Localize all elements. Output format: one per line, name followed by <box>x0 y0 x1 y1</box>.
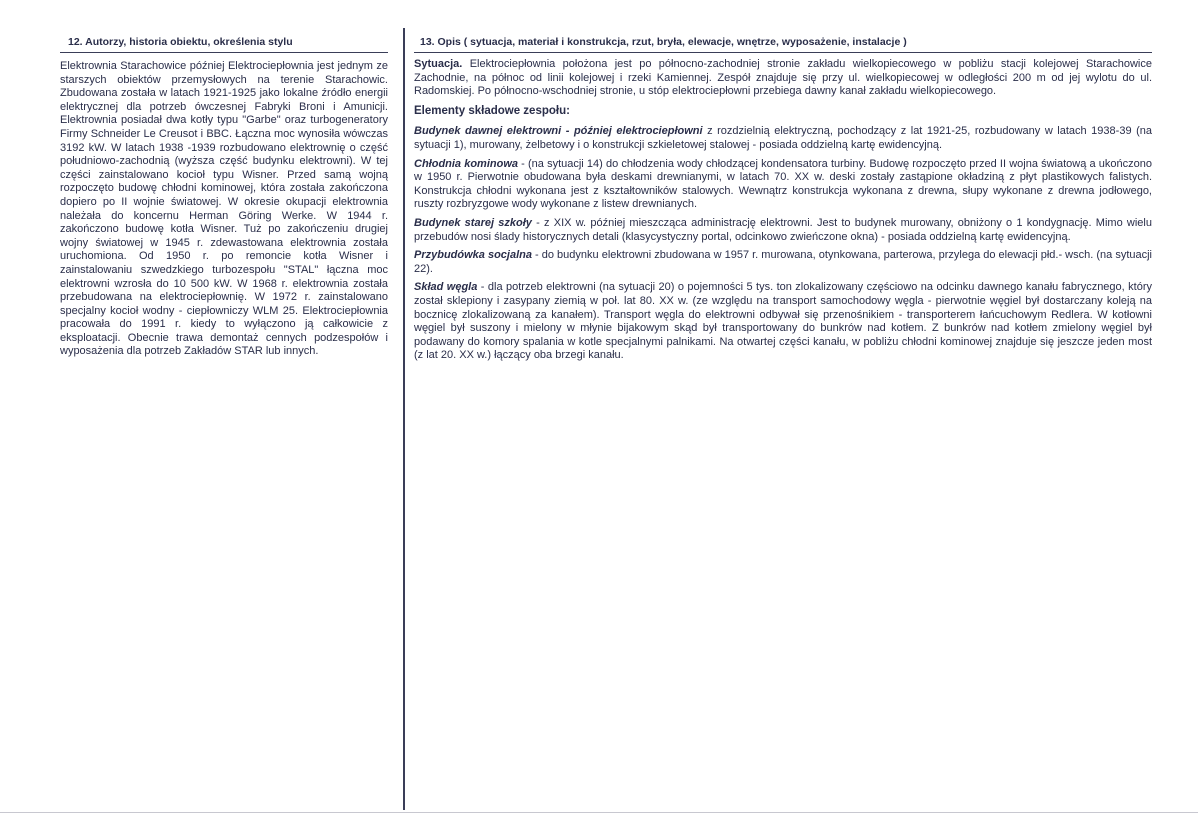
component-text: - z XIX w. później mieszcząca administrację elektrowni. Jest to budynek murowany, obniżony o 1 kondygnację. Mimo wielu przebudów nosi ślady historycznych detali (klasycystyczny portal, odcinkowo zwieńczone okna) - posiada oddzielną kartę ewidencyjną. <box>414 216 1152 243</box>
component-text: - (na sytuacji 14) do chłodzenia wody chłodzącej kondensatora turbiny. Budowę rozpoczęto przed II wojna światową a ukończono w 1950 r. Pierwotnie obudowana była deskami drewnianymi, w latach 70. XX w. deski zostały zastąpione okładziną z płyt plastikowych falistych. Konstrukcja chłodni wykonana jest z kształtowników stalowych. Wewnątrz konstrukcja wykonana z drewna, słupy wykonane z drewna jodłowego, ruszty rozbryzgowe wody wykonane z listew drewnianych. <box>414 157 1152 211</box>
component-item <box>414 217 1152 244</box>
section-12-text: Elektrownia Starachowice później Elektrociepłownia jest jednym ze starszych obiektów przemysłowych na terenie Starachowic. Zbudowana została w latach 1921-1925 jako lokalne źródło energii elektrycznej dla potrzeb ówczesnej Fabryki Broni i Amunicji. Elektrownia posiadał dwa kotły typu "Garbe" oraz turbogeneratory Firmy Schneider Le Creusot i BBC. Łączna moc wynosiła wówczas 3192 kW. W latach 1938 -1939 rozbudowano elektrownię o część południowo-zachodnią (wyższa część budynku elektrowni). W tej części zainstalowano kocioł typu Wisner. Przed samą wojną rozpoczęto budowę chłodni kominowej, która została zakończona dopiero po II wojnie światowej. W okresie okupacji elektrownia należała do koncernu Herman Göring Werke. W 1944 r. zakończono budowę kotła Wisner. Tuż po zakończeniu drugiej wojny światowej w 1945 r. zdewastowana elektrownia została uruchomiona. Od 1950 r. po remoncie kotła Wisner i zainstalowaniu szwedzkiego turbozespołu "STAL" łączna moc elektrowni wzrosła do 10 500 kW. W 1968 r. elektrownia została przebudowana na elektrociepłownię. W 1972 r. zainstalowano specjalny kocioł wodny - ciepłowniczy WLM 25. Elektrociepłownia pracowała do 1991 r. kiedy to wyłączono ją całkowicie z eksploatacji. Obecnie trawa demontaż cennych podzespołów i wyposażenia dla potrzeb Zakładów STAR lub innych. <box>60 60 388 358</box>
section-12-heading: 12. Autorzy, historia obiektu, określenia stylu <box>68 36 293 48</box>
bottom-edge-line <box>0 812 1198 813</box>
component-title: Przybudówka socjalna <box>414 249 532 262</box>
component-title: Budynek dawnej elektrowni - później elektrociepłowni <box>414 125 703 138</box>
section-12-rule <box>60 52 388 53</box>
section-13-heading: 13. Opis ( sytuacja, materiał i konstrukcja, rzut, bryła, elewacje, wnętrze, wyposażenie, instalacje ) <box>420 36 907 48</box>
component-text: - do budynku elektrowni zbudowana w 1957 r. murowana, otynkowana, parterowa, przylega do elewacji płd.- wsch. (na sytuacji 22). <box>414 249 1152 275</box>
component-title: Budynek starej szkoły <box>414 216 532 229</box>
component-item <box>414 158 1152 212</box>
component-item <box>414 281 1152 363</box>
component-text: z rozdzielnią elektryczną, pochodzący z lat 1921-25, rozbudowany w latach 1938-39 (na sytuacji 1), murowany, żelbetowy i o konstrukcji szkieletowej stalowej - posiada oddzielną kartę ewidencyjną. <box>414 125 1152 151</box>
component-item <box>414 249 1152 276</box>
column-divider <box>403 28 405 810</box>
situation-paragraph <box>414 58 1152 99</box>
section-13-body <box>414 58 1152 368</box>
components-subheading: Elementy składowe zespołu: <box>414 104 570 117</box>
component-title: Skład węgla <box>414 281 478 294</box>
situation-text: Elektrociepłownia położona jest po północno-zachodniej stronie zakładu wielkopiecowego w pobliżu stacji kolejowej Starachowice Zachodnie, na północ od linii kolejowej i rzeki Kamiennej. Zespół znajduje się przy ul. wielkopiecowej w odległości 200 m od jej wylotu do ul. Radomskiej. Po północno-wschodniej stronie, u stóp elektrociepłowni przebiega dawny kanał zakładu wielkopiecowego. <box>414 58 1152 98</box>
component-item <box>414 125 1152 152</box>
component-title: Chłodnia kominowa <box>414 157 519 170</box>
component-text: - dla potrzeb elektrowni (na sytuacji 20) o pojemności 5 tys. ton zlokalizowany częściowo na odcinku dawnego kanału fabrycznego, który został sklepiony i zasypany ziemią w poł. lat 80. XX w. (ze względu na transport samochodowy węgla - pierwotnie węgiel był dostarczany koleją na bocznicę zlokalizowaną za kanałem). Transport węgla do elektrowni odbywał się przenośnikiem - transporterem łańcuchowym Redlera. W kotłowni węgiel był suszony i mielony w młynie bijakowym skąd był transportowany do bunkrów nad kotłem. Z bunkrów nad kotłem zmielony węgiel był podawany do komory spalania w kotle specjalnymi palnikami. Na otwartej części kanału, w pobliżu chłodni kominowej znajduje się jeszcze jeden most (z lat 20. XX w.) łączący oba brzegi kanału. <box>414 281 1152 362</box>
situation-lead: Sytuacja. <box>414 58 463 70</box>
section-13-rule <box>414 52 1152 53</box>
